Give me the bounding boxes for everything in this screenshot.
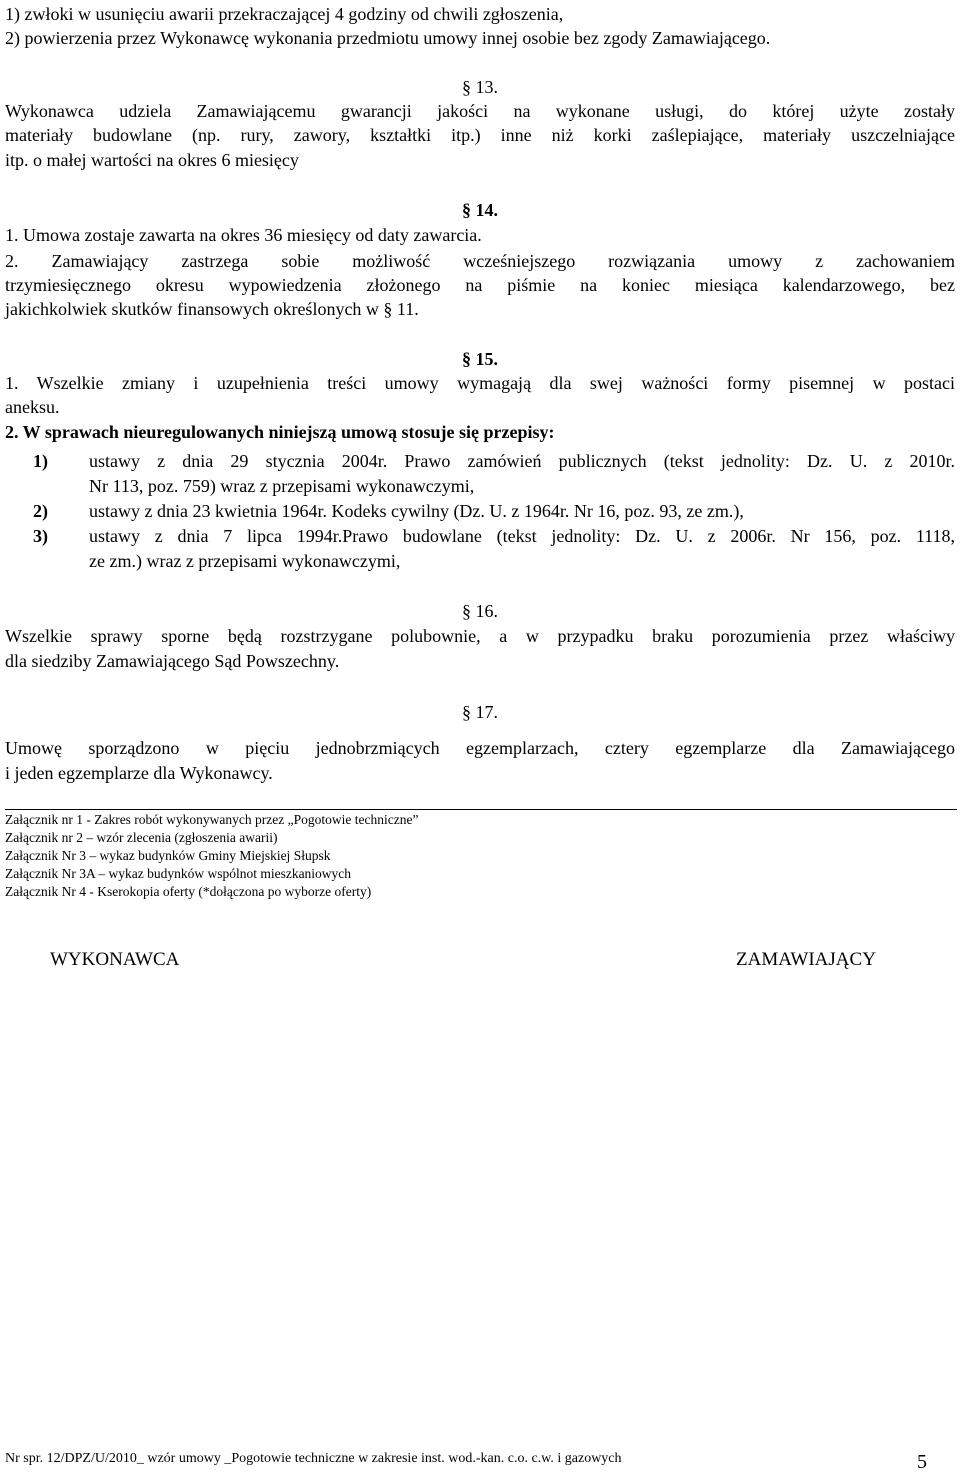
section-15-item-3-number: 3) xyxy=(33,526,48,546)
section-17-heading: § 17. xyxy=(462,702,498,722)
section-15-item-1-line-1: ustawy z dnia 29 stycznia 2004r. Prawo zamówień publicznych (tekst jednolity: Dz. U. z 2010r. xyxy=(89,451,955,471)
section-13-line-2: materiały budowlane (np. rury, zawory, kształtki itp.) inne niż korki zaślepiające, materiały uszczelniające xyxy=(5,125,955,145)
attachments-divider xyxy=(5,809,957,810)
attachment-item: Załącznik nr 2 – wzór zlecenia (zgłoszenia awarii) xyxy=(5,830,278,845)
intro-line-2: 2) powierzenia przez Wykonawcę wykonania przedmiotu umowy innej osobie bez zgody Zamawiającego. xyxy=(5,28,771,48)
section-15-item-2-number: 2) xyxy=(33,501,48,521)
section-13-heading: § 13. xyxy=(462,77,498,97)
section-13-line-3: itp. o małej wartości na okres 6 miesięcy xyxy=(5,150,299,170)
section-16-line-2: dla siedziby Zamawiającego Sąd Powszechny. xyxy=(5,651,340,671)
signature-contractor: WYKONAWCA xyxy=(50,949,180,970)
section-14-heading: § 14. xyxy=(462,200,498,220)
section-15-item-3-line-2: ze zm.) wraz z przepisami wykonawczymi, xyxy=(89,551,401,571)
page-footer: Nr spr. 12/DPZ/U/2010_ wzór umowy _Pogotowie techniczne w zakresie inst. wod.-kan. c.o. c.w. i gazowych xyxy=(5,1451,622,1466)
section-15-item-2: ustawy z dnia 23 kwietnia 1964r. Kodeks cywilny (Dz. U. z 1964r. Nr 16, poz. 93, ze zm.), xyxy=(89,501,744,521)
section-13-line-1: Wykonawca udziela Zamawiającemu gwarancji jakości na wykonane usługi, do której użyte zostały xyxy=(5,101,955,121)
section-14-point-2-line-3: jakichkolwiek skutków finansowych określonych w § 11. xyxy=(5,299,419,319)
signature-client: ZAMAWIAJĄCY xyxy=(736,949,876,970)
attachment-item: Załącznik Nr 3A – wykaz budynków wspólnot mieszkaniowych xyxy=(5,866,352,881)
page-number: 5 xyxy=(917,1451,927,1473)
attachment-item: Załącznik Nr 4 - Kserokopia oferty (*dołączona po wyborze oferty) xyxy=(5,884,372,899)
section-15-point-1-line-1: 1. Wszelkie zmiany i uzupełnienia treści umowy wymagają dla swej ważności formy pisemnej w postaci xyxy=(5,373,955,393)
section-17-line-2: i jeden egzemplarze dla Wykonawcy. xyxy=(5,763,273,783)
section-15-point-2: 2. W sprawach nieuregulowanych niniejszą umową stosuje się przepisy: xyxy=(5,422,555,442)
section-17-line-1: Umowę sporządzono w pięciu jednobrzmiących egzemplarzach, cztery egzemplarze dla Zamawiającego xyxy=(5,738,955,758)
attachment-item: Załącznik Nr 3 – wykaz budynków Gminy Miejskiej Słupsk xyxy=(5,848,331,863)
intro-line-1: 1) zwłoki w usunięciu awarii przekraczającej 4 godziny od chwili zgłoszenia, xyxy=(5,4,564,24)
section-14-point-2-line-2: trzymiesięcznego okresu wypowiedzenia złożonego na piśmie na koniec miesiąca kalendarzowego, bez xyxy=(5,275,955,295)
section-16-heading: § 16. xyxy=(462,601,498,621)
section-15-item-3-line-1: ustawy z dnia 7 lipca 1994r.Prawo budowlane (tekst jednolity: Dz. U. z 2006r. Nr 156, poz. 1118, xyxy=(89,526,955,546)
section-16-line-1: Wszelkie sprawy sporne będą rozstrzygane polubownie, a w przypadku braku porozumienia przez właściwy xyxy=(5,626,955,646)
section-15-item-1-line-2: Nr 113, poz. 759) wraz z przepisami wykonawczymi, xyxy=(89,476,475,496)
section-15-item-1-number: 1) xyxy=(33,451,48,471)
section-15-heading: § 15. xyxy=(462,349,498,369)
section-14-point-2-line-1: 2. Zamawiający zastrzega sobie możliwość wcześniejszego rozwiązania umowy z zachowaniem xyxy=(5,251,955,271)
attachment-item: Załącznik nr 1 - Zakres robót wykonywanych przez „Pogotowie techniczne” xyxy=(5,812,419,827)
section-14-point-1: 1. Umowa zostaje zawarta na okres 36 miesięcy od daty zawarcia. xyxy=(5,225,482,245)
section-15-point-1-line-2: aneksu. xyxy=(5,397,60,417)
